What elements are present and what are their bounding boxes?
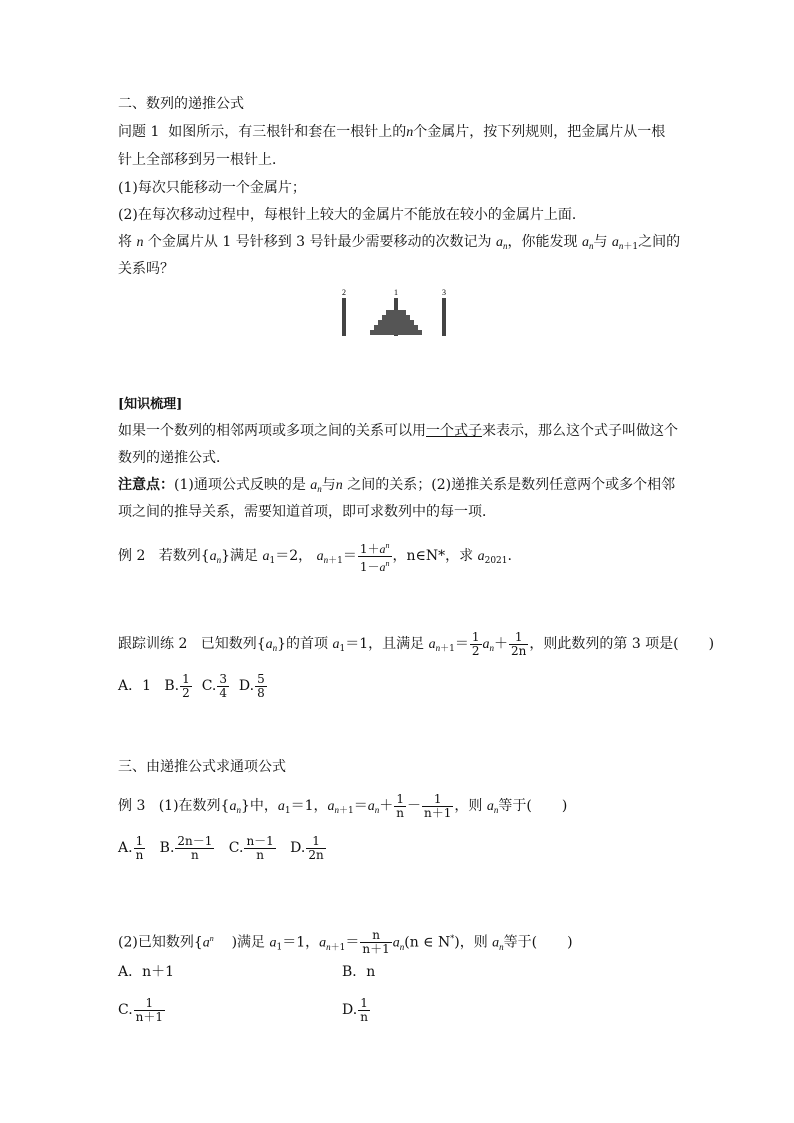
option-c: C. $\frac{3}{4}$ <box>201 671 227 700</box>
ex3-2-option-a: A．n＋1 <box>118 964 175 980</box>
knowledge-line1: 如果一个数列的相邻两项或多项之间的关系可以用一个式子来表示，那么这个式子叫做这个 <box>118 423 678 439</box>
example2: 例 2 若数列$\{a_n\}$满足 $a_1=2$， $a_{n+1}=$ $\frac{1+a^n}{1-a^n}$ ，n∈N*，求 $a_{2021}$. <box>118 540 512 574</box>
peg-label-2: 2 <box>342 288 346 297</box>
example3-part2: (2)已知数列{$a^n$ )满足 $a_1=1$，$a_{n+1}=$ $\frac{n}{n+1}$ $a_n(n$ ∈ N*)，则 $a_n$等于( ) <box>118 928 573 957</box>
problem1-label: 问题 1 <box>118 124 160 140</box>
ex3-option-d: D. $\frac{1}{2n}$ <box>290 833 324 862</box>
problem1-rule2: (2)在每次移动过程中，每根针上较大的金属片不能放在较小的金属片上面． <box>118 207 586 223</box>
peg-label-1: 1 <box>394 288 398 297</box>
disk-1 <box>386 310 406 315</box>
example3-part1: 例 3 (1)在数列$\{a_n\}$中，$a_1=1$，$a_{n+1}=a_n+$ $\frac{1}{n}$ － $\frac{1}{n+1}$ ，则 $a_n$等于( ) <box>118 791 568 820</box>
disk-5 <box>370 330 422 335</box>
ex3-option-a: A. $\frac{1}{n}$ <box>118 833 144 862</box>
option-a: A．1 <box>118 678 152 694</box>
peg-3 <box>442 298 446 336</box>
problem1-line2: 针上全部移到另一根针上． <box>118 152 286 168</box>
training2: 跟踪训练 2 已知数列$\{a_n\}$的首项 $a_1=1$，且满足 $a_{n+1}=$ $\frac{1}{2}$ $a_n+$ $\frac{1}{2n}$ ，则此数列的第 3 项是( ) <box>118 629 715 658</box>
ex3-2-option-c: C. $\frac{1}{n+1}$ <box>118 995 164 1024</box>
option-b: B. $\frac{1}{2}$ <box>164 671 190 700</box>
knowledge-line4: 项之间的推导关系，需要知道首项，即可求数列中的每一项． <box>118 504 496 520</box>
problem1-line6: 关系吗？ <box>118 261 174 277</box>
peg-label-3: 3 <box>442 288 446 297</box>
training2-options <box>118 669 268 703</box>
section-title-2: 二、数列的递推公式 <box>118 96 244 112</box>
knowledge-line2: 数列的递推公式． <box>118 450 230 466</box>
problem1-line1: 问题 1 如图所示，有三根针和套在一根针上的n个金属片，按下列规则，把金属片从一根 <box>118 124 666 140</box>
example3-options <box>118 831 327 865</box>
problem1-line5: 将 n 个金属片从 1 号针移到 3 号针最少需要移动的次数记为 $a_n$，你能发现 $a_n$与 $a_{n+1}$之间的 <box>118 234 681 252</box>
disk-3 <box>378 320 414 325</box>
ex3-2-option-d: D. $\frac{1}{n}$ <box>342 995 368 1024</box>
knowledge-note: 注意点：(1)通项公式反映的是 $a_n$与n 之间的关系；(2)递推关系是数列任意两个或多个相邻 <box>118 477 676 494</box>
disk-4 <box>374 325 418 330</box>
knowledge-title: [知识梳理] <box>118 397 183 412</box>
hanoi-figure <box>330 284 460 340</box>
option-d: D. $\frac{5}{8}$ <box>238 671 265 700</box>
section-title-3: 三、由递推公式求通项公式 <box>118 759 286 775</box>
problem1-rule1: (1)每次只能移动一个金属片； <box>118 180 306 196</box>
ex3-option-b: B. $\frac{2n-1}{n}$ <box>159 833 213 862</box>
peg-2 <box>342 298 346 336</box>
ex3-2-option-b: B．n <box>342 964 376 980</box>
disk-2 <box>382 315 410 320</box>
ex3-option-c: C. $\frac{n-1}{n}$ <box>228 833 274 862</box>
